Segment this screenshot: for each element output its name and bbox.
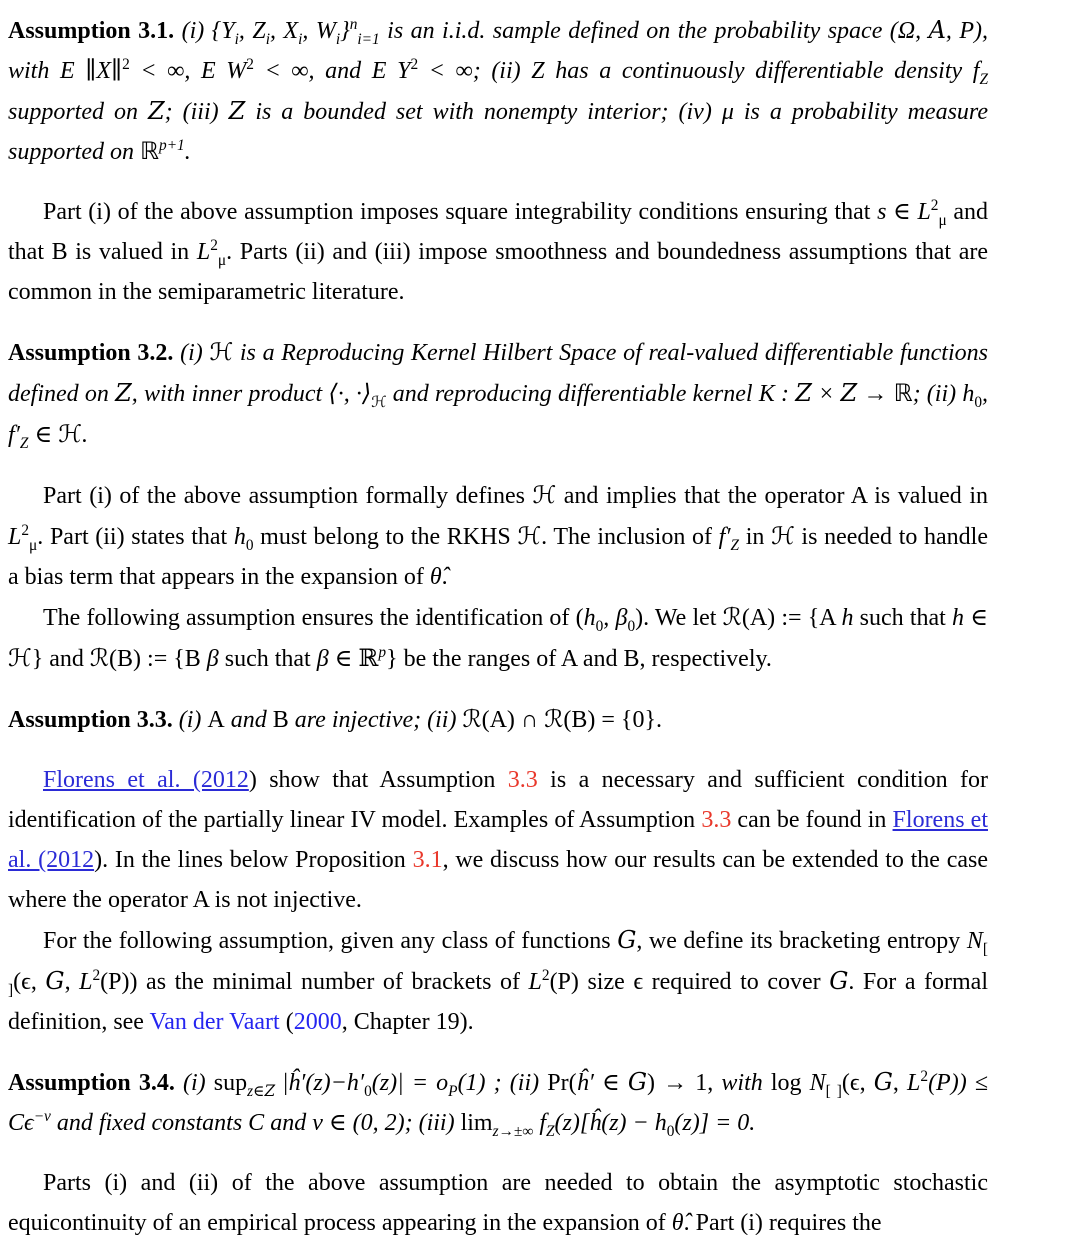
text-run: s [877,199,887,225]
text-run: and reproducing differentiable kernel K : [386,381,796,407]
text-run: and [224,707,273,733]
text-run: 2 [122,56,130,73]
text-run: L [917,199,931,225]
text-run: G [627,1068,648,1096]
text-run: such that [218,646,317,672]
text-run: < ∞; (ii) Z has a continuously differentiable density f [418,58,980,84]
text-run: Pr( [547,1070,577,1096]
text-run: Z [545,1122,555,1140]
text-run: Part (i) of the above assumption formally defines [43,483,533,509]
text-run: For the following assumption, given any class of functions [43,928,618,954]
text-run: } be the ranges of A and B, respectively. [386,646,772,672]
text-run: , Chapter 19). [341,1009,474,1035]
text-run: Assumption 3.4. [8,1070,175,1096]
text-run: h [233,524,246,550]
text-run: Parts (i) and (ii) of the above assumption are needed to obtain the asymptotic stochastic equicontinuity of an empirical process appearing in the expansion of [8,1170,988,1235]
text-run: i=1 [357,30,380,48]
text-run: i [234,30,239,48]
text-run: Z [19,434,29,452]
text-run: 2 [541,967,550,984]
text-run: i [335,30,341,48]
text-run: ) show that Assumption [248,767,508,793]
para-florens [8,760,988,920]
text-run: (1) ; (ii) [457,1070,548,1096]
text-run: , W [302,18,336,44]
text-run: i [265,30,270,48]
text-run: μ [29,536,38,554]
text-run: (A) ∩ [481,707,545,733]
text-run: (ϵ, [13,969,46,995]
text-run: ∈ [964,605,989,631]
text-run: lim [460,1110,493,1136]
text-run: (P)) as the minimal number of brackets of [100,969,529,995]
text-run: , with inner product ⟨·, ·⟩ [131,381,372,407]
citation-link[interactable]: Florens et al. (2012 [43,767,249,793]
para-bracketing-entropy [8,920,988,1042]
text-run: ) → 1, [647,1070,722,1096]
text-run: Z [147,97,165,125]
text-run: (z) − h [601,1110,667,1136]
text-run: 0 [666,1122,675,1140]
text-run: ; (iii) [164,99,229,125]
cross-reference: 3.1 [412,847,443,873]
assumption-3-1 [8,10,988,172]
text-run: 2 [930,197,939,214]
text-run: (z)−h′ [305,1070,365,1096]
text-run: ). We let [635,605,723,631]
text-run: μ [938,211,947,229]
text-run: −v [33,1108,51,1125]
text-run: . Parts (ii) and (iii) impose smoothness and boundedness assumptions that are common in the semiparametric literature. [8,239,988,305]
text-run: θ̂ [671,1210,684,1235]
cross-reference: 3.3 [507,767,538,793]
text-run: β [316,646,329,672]
text-run: ℋ [517,522,542,550]
text-run: , f′ [8,381,989,448]
text-run: ℛ [544,705,564,733]
text-run: . [81,422,88,448]
text-run: (i) [173,340,210,366]
text-run: is needed to handle a bias term that appears in the expansion of [8,524,988,590]
text-run: h [583,605,596,631]
text-run: ℋ [58,420,82,448]
text-run: , β [603,605,628,631]
text-run: (i) [174,1070,214,1096]
text-run: in [739,524,772,550]
citation-link[interactable]: Van der Vaart [149,1009,280,1035]
text-run: is a necessary and sufficient condition for identification of the partially linear IV model. Examples of Assumption [8,767,988,833]
text-run: N [966,928,983,954]
text-run: . [184,139,191,165]
text-run: 2 [410,56,419,73]
text-run: A [207,707,225,733]
text-run: Z [228,97,246,125]
text-run: (ϵ, [841,1070,874,1096]
citation-link[interactable]: Florens et al. (2012 [8,807,988,873]
text-run: μ [217,251,227,269]
citation-link[interactable]: 2000 [293,1009,342,1035]
text-run: Z [730,536,740,554]
text-run: 2 [210,237,218,254]
text-run: (B) := {B [109,646,207,672]
text-run: Z [840,379,858,407]
text-run: log [762,1070,810,1096]
text-run: . Part (ii) states that [37,524,234,550]
text-run: such that [853,605,953,631]
text-run: ℋ [371,392,387,411]
text-run: (z)[ [554,1110,590,1136]
text-run: z∈ [247,1082,265,1100]
text-run: Z [264,1081,276,1100]
text-run: × [811,381,841,407]
text-run: } [340,18,350,44]
text-run: ĥ [589,1110,602,1136]
text-run: and implies that the operator A is valued in [556,483,988,509]
text-run: 2 [92,967,101,984]
assumption-3-2 [8,332,988,455]
text-run: ĥ′ [576,1070,594,1096]
text-run: , X [270,18,299,44]
text-run: p+1 [159,137,185,154]
text-run: 2 [21,522,30,539]
text-run: is an i.i.d. sample defined on the probability space (Ω, [379,18,929,44]
text-run: Assumption 3.3. [8,707,173,733]
text-run: 0 [627,617,636,635]
text-run: L [196,239,211,265]
text-run: Assumption 3.2. [8,340,174,366]
text-run: Z [795,379,812,407]
assumption-3-3 [8,699,988,740]
text-run: 0 [364,1082,372,1100]
text-run: (z)| = o [371,1070,449,1096]
text-run: G [617,926,637,954]
text-run: Z [115,379,132,407]
text-run: , [892,1070,908,1096]
text-run: are injective; (ii) [288,707,463,733]
text-run: ∈ [28,422,59,448]
text-run: ∈ [886,199,918,225]
text-run: The following assumption ensures the identification of ( [43,605,584,631]
text-run: h [952,605,965,631]
text-run: 2 [920,1068,929,1085]
text-run: (z)] = 0. [674,1110,756,1136]
text-run: ∈ [593,1070,628,1096]
text-run: B [272,707,289,733]
text-run: (i) {Y [174,18,235,44]
text-run: → ℝ; (ii) h [857,381,975,407]
text-run: ∈ ℝ [328,646,379,672]
text-run: < ∞, E W [129,58,247,84]
text-run: and fixed constants C and v ∈ (0, 2); (iii) [50,1110,461,1136]
text-run: ĥ′ [288,1070,306,1096]
text-run: h [841,605,854,631]
text-run: p [378,644,387,661]
para-square-integrability [8,192,988,312]
text-run: must belong to the RKHS [253,524,518,550]
para-identification [8,597,988,679]
text-run: i [298,30,303,48]
text-run: (P) size ϵ required to cover [549,969,830,995]
text-run: θ̂ [429,564,442,590]
cross-reference: 3.3 [701,807,732,833]
text-run: Assumption 3.1. [8,18,175,44]
text-run: N [809,1070,826,1096]
text-run: is a Reproducing Kernel Hilbert Space of real-valued differentiable functions defined on [8,340,988,407]
text-run: f′ [718,524,731,550]
text-run: ( [279,1009,294,1035]
text-run: Part (i) of the above assumption imposes square integrability conditions ensuring that [43,199,878,225]
text-run: . Part (i) requires the [683,1210,882,1235]
text-run: [ ] [825,1082,842,1100]
text-run: can be found in [731,807,893,833]
text-run: and that B is valued in [8,199,989,265]
text-run: G [873,1068,893,1096]
text-run: 2 [246,56,254,73]
text-run: ℋ [8,644,32,672]
text-run: Z [979,70,988,88]
text-run: . [441,564,448,590]
text-run: ℋ [771,522,795,550]
text-run: (P)) ≤ Cϵ [8,1070,988,1136]
text-run: sup [213,1070,248,1096]
text-run: A [928,16,946,44]
text-run: ℋ [532,481,557,509]
text-run: 0 [974,393,983,411]
text-run: is a bounded set with nonempty interior; (iv) μ is a probability measure supported on ℝ [8,99,989,165]
text-run: L [907,1070,921,1096]
text-run: } and [31,646,90,672]
text-run: [ ] [8,940,988,999]
text-run: < ∞, and E Y [253,58,411,84]
text-run: , we define its bracketing entropy [636,928,967,954]
para-rkhs-discussion [8,475,988,597]
text-run: ℛ [89,644,110,672]
text-run: (B) = {0}. [563,707,662,733]
text-run: (i) [172,707,208,733]
text-run: , Z [238,18,266,44]
text-run: . The inclusion of [541,524,719,550]
text-run: n [349,16,358,33]
text-run: L [79,969,93,995]
text-run: L [8,524,22,550]
text-run: G [829,967,849,995]
text-run: 0 [245,536,254,554]
assumption-3-4 [8,1062,988,1143]
text-run: , P), with E ∥X∥ [8,18,989,84]
text-run: , we discuss how our results can be extended to the case where the operator A is not injective. [8,847,989,913]
text-run: G [45,967,65,995]
text-run: z→±∞ [492,1122,534,1140]
text-run: supported on [8,99,148,125]
text-run: f [533,1110,546,1136]
text-run: | [275,1070,289,1096]
text-run: , [64,969,80,995]
text-run: with [721,1070,763,1096]
text-run: ℛ [462,705,482,733]
text-run: 0 [595,617,604,635]
para-equicontinuity [8,1163,988,1235]
text-run: L [528,969,542,995]
text-run: ℋ [209,338,234,366]
text-run: β [206,646,219,672]
text-run: ). In the lines below Proposition [94,847,413,873]
text-run: . For a formal definition, see [8,969,988,1035]
text-run: P [448,1082,458,1100]
text-run: (A) := {A [741,605,842,631]
text-run: ℛ [722,603,742,631]
